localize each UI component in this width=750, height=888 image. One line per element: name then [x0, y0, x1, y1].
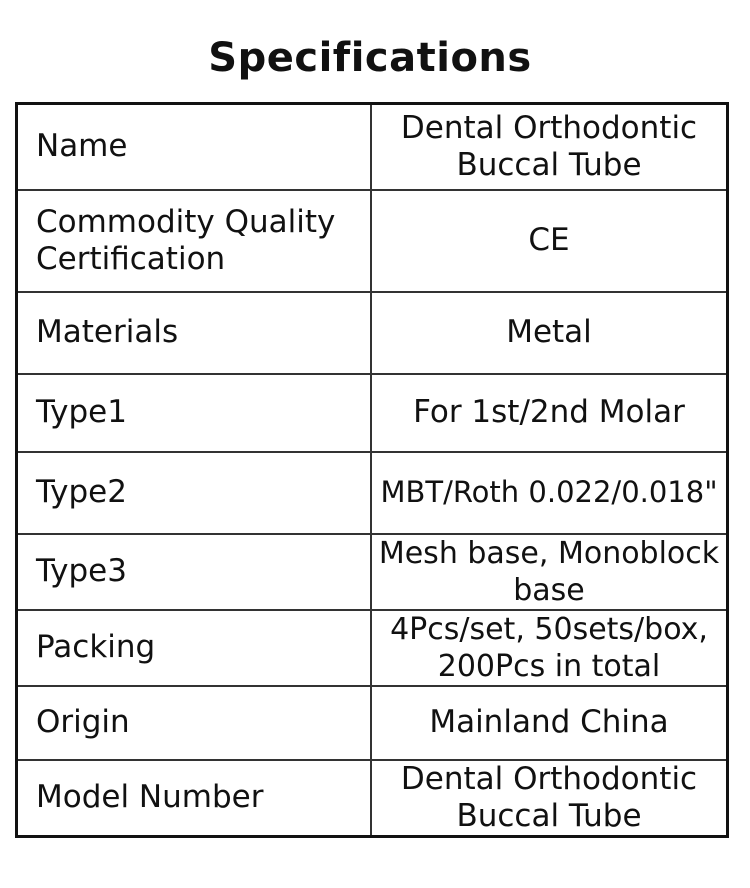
table-row: [17, 374, 728, 452]
spec-label-type2: Type2: [17, 452, 372, 534]
spec-label-origin: Origin: [17, 686, 372, 760]
spec-label-materials: Materials: [17, 292, 372, 374]
table-row: [17, 610, 728, 686]
table-row: [17, 452, 728, 534]
table-row: [17, 534, 728, 610]
table-row: [17, 292, 728, 374]
table-row: [17, 686, 728, 760]
spec-label-name: Name: [17, 104, 372, 190]
specifications-table: [15, 102, 729, 838]
spec-label-type1: Type1: [17, 374, 372, 452]
spec-label-certification: Commodity Quality Certification: [17, 190, 372, 292]
table-row: [17, 760, 728, 837]
table-row: [17, 104, 728, 190]
page-title: Specifications: [208, 35, 532, 81]
spec-value-materials: Metal: [371, 292, 728, 374]
spec-label-type3: Type3: [17, 534, 372, 610]
spec-value-type2: MBT/Roth 0.022/0.018": [371, 452, 728, 534]
spec-value-model-number: Dental Orthodontic Buccal Tube: [371, 760, 728, 837]
spec-value-type3: Mesh base, Monoblock base: [371, 534, 728, 610]
spec-value-type1: For 1st/2nd Molar: [371, 374, 728, 452]
spec-label-packing: Packing: [17, 610, 372, 686]
table-row: [17, 190, 728, 292]
spec-label-model-number: Model Number: [17, 760, 372, 837]
spec-value-origin: Mainland China: [371, 686, 728, 760]
spec-value-certification: CE: [371, 190, 728, 292]
spec-value-name: Dental Orthodontic Buccal Tube: [371, 104, 728, 190]
spec-value-packing: 4Pcs/set, 50sets/box, 200Pcs in total: [371, 610, 728, 686]
